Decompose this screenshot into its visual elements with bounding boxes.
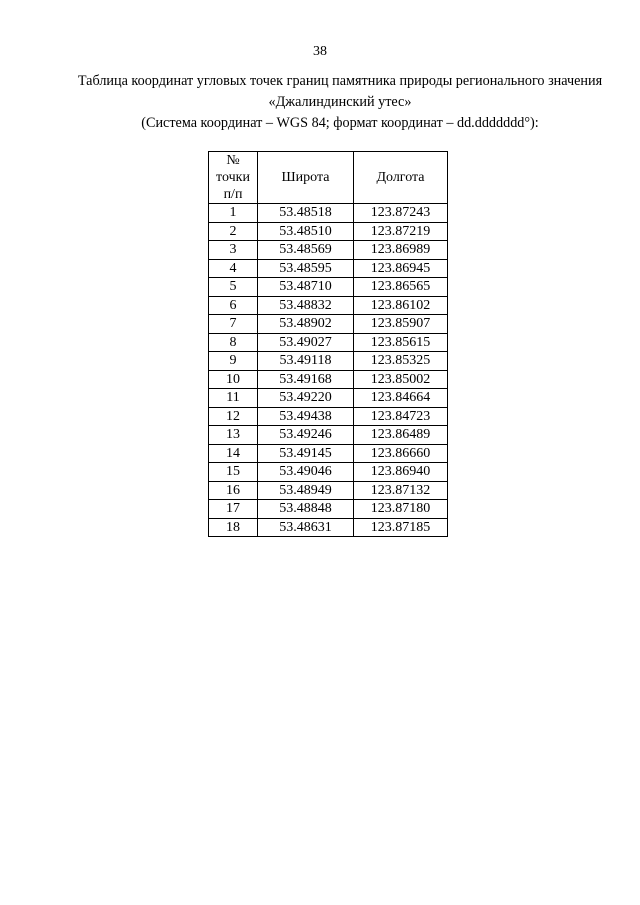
cell-point-number: 7: [209, 315, 258, 334]
cell-point-number: 13: [209, 426, 258, 445]
cell-point-number: 16: [209, 481, 258, 500]
cell-longitude: 123.86660: [354, 444, 448, 463]
cell-longitude: 123.87219: [354, 222, 448, 241]
header-point-number: [209, 152, 258, 204]
cell-longitude: 123.86565: [354, 278, 448, 297]
cell-longitude: 123.86940: [354, 463, 448, 482]
cell-latitude: 53.49168: [258, 370, 354, 389]
page-number: 38: [313, 44, 327, 59]
cell-point-number: 5: [209, 278, 258, 297]
cell-point-number: 10: [209, 370, 258, 389]
cell-latitude: 53.48949: [258, 481, 354, 500]
header-num-line-2: точки: [216, 170, 250, 185]
cell-longitude: 123.85907: [354, 315, 448, 334]
cell-latitude: 53.48510: [258, 222, 354, 241]
cell-latitude: 53.48902: [258, 315, 354, 334]
table-row: [209, 278, 448, 297]
cell-latitude: 53.49046: [258, 463, 354, 482]
table-row: [209, 481, 448, 500]
cell-longitude: 123.85615: [354, 333, 448, 352]
header-num-line-1: №: [226, 153, 240, 168]
header-num-line-3: п/п: [223, 187, 243, 202]
table-row: [209, 352, 448, 371]
table-row: [209, 426, 448, 445]
cell-longitude: 123.85002: [354, 370, 448, 389]
cell-latitude: 53.48569: [258, 241, 354, 260]
cell-longitude: 123.86945: [354, 259, 448, 278]
cell-latitude: 53.49220: [258, 389, 354, 408]
table-body: [209, 204, 448, 537]
cell-latitude: 53.48595: [258, 259, 354, 278]
table-row: [209, 315, 448, 334]
cell-longitude: 123.85325: [354, 352, 448, 371]
cell-point-number: 18: [209, 518, 258, 537]
table-row: [209, 241, 448, 260]
cell-longitude: 123.87132: [354, 481, 448, 500]
table-row: [209, 518, 448, 537]
table-row: [209, 389, 448, 408]
table-row: [209, 463, 448, 482]
cell-point-number: 11: [209, 389, 258, 408]
coordinates-table: [208, 151, 448, 537]
cell-latitude: 53.49246: [258, 426, 354, 445]
cell-point-number: 2: [209, 222, 258, 241]
cell-point-number: 15: [209, 463, 258, 482]
cell-point-number: 1: [209, 204, 258, 223]
cell-latitude: 53.48518: [258, 204, 354, 223]
cell-point-number: 3: [209, 241, 258, 260]
header-row: [209, 152, 448, 204]
cell-longitude: 123.86989: [354, 241, 448, 260]
cell-longitude: 123.84723: [354, 407, 448, 426]
cell-latitude: 53.48848: [258, 500, 354, 519]
table-row: [209, 222, 448, 241]
cell-point-number: 17: [209, 500, 258, 519]
cell-longitude: 123.87185: [354, 518, 448, 537]
table-row: [209, 407, 448, 426]
cell-latitude: 53.48631: [258, 518, 354, 537]
table-row: [209, 204, 448, 223]
table-row: [209, 500, 448, 519]
cell-latitude: 53.49438: [258, 407, 354, 426]
cell-point-number: 8: [209, 333, 258, 352]
table-row: [209, 444, 448, 463]
cell-point-number: 14: [209, 444, 258, 463]
cell-point-number: 9: [209, 352, 258, 371]
cell-longitude: 123.86489: [354, 426, 448, 445]
cell-point-number: 4: [209, 259, 258, 278]
cell-latitude: 53.49027: [258, 333, 354, 352]
cell-longitude: 123.87180: [354, 500, 448, 519]
cell-longitude: 123.86102: [354, 296, 448, 315]
table-row: [209, 333, 448, 352]
coordinate-system-note: (Система координат – WGS 84; формат координат – dd.ddddddd°):: [141, 115, 539, 131]
cell-latitude: 53.49118: [258, 352, 354, 371]
cell-longitude: 123.87243: [354, 204, 448, 223]
table-row: [209, 370, 448, 389]
table-header: [209, 152, 448, 204]
header-latitude: Широта: [258, 152, 354, 204]
cell-longitude: 123.84664: [354, 389, 448, 408]
cell-latitude: 53.49145: [258, 444, 354, 463]
cell-point-number: 6: [209, 296, 258, 315]
cell-latitude: 53.48710: [258, 278, 354, 297]
cell-latitude: 53.48832: [258, 296, 354, 315]
table-row: [209, 259, 448, 278]
document-title: Таблица координат угловых точек границ памятника природы регионального значения «Джалиндинский утес»: [77, 73, 603, 110]
table-row: [209, 296, 448, 315]
header-longitude: Долгота: [354, 152, 448, 204]
cell-point-number: 12: [209, 407, 258, 426]
